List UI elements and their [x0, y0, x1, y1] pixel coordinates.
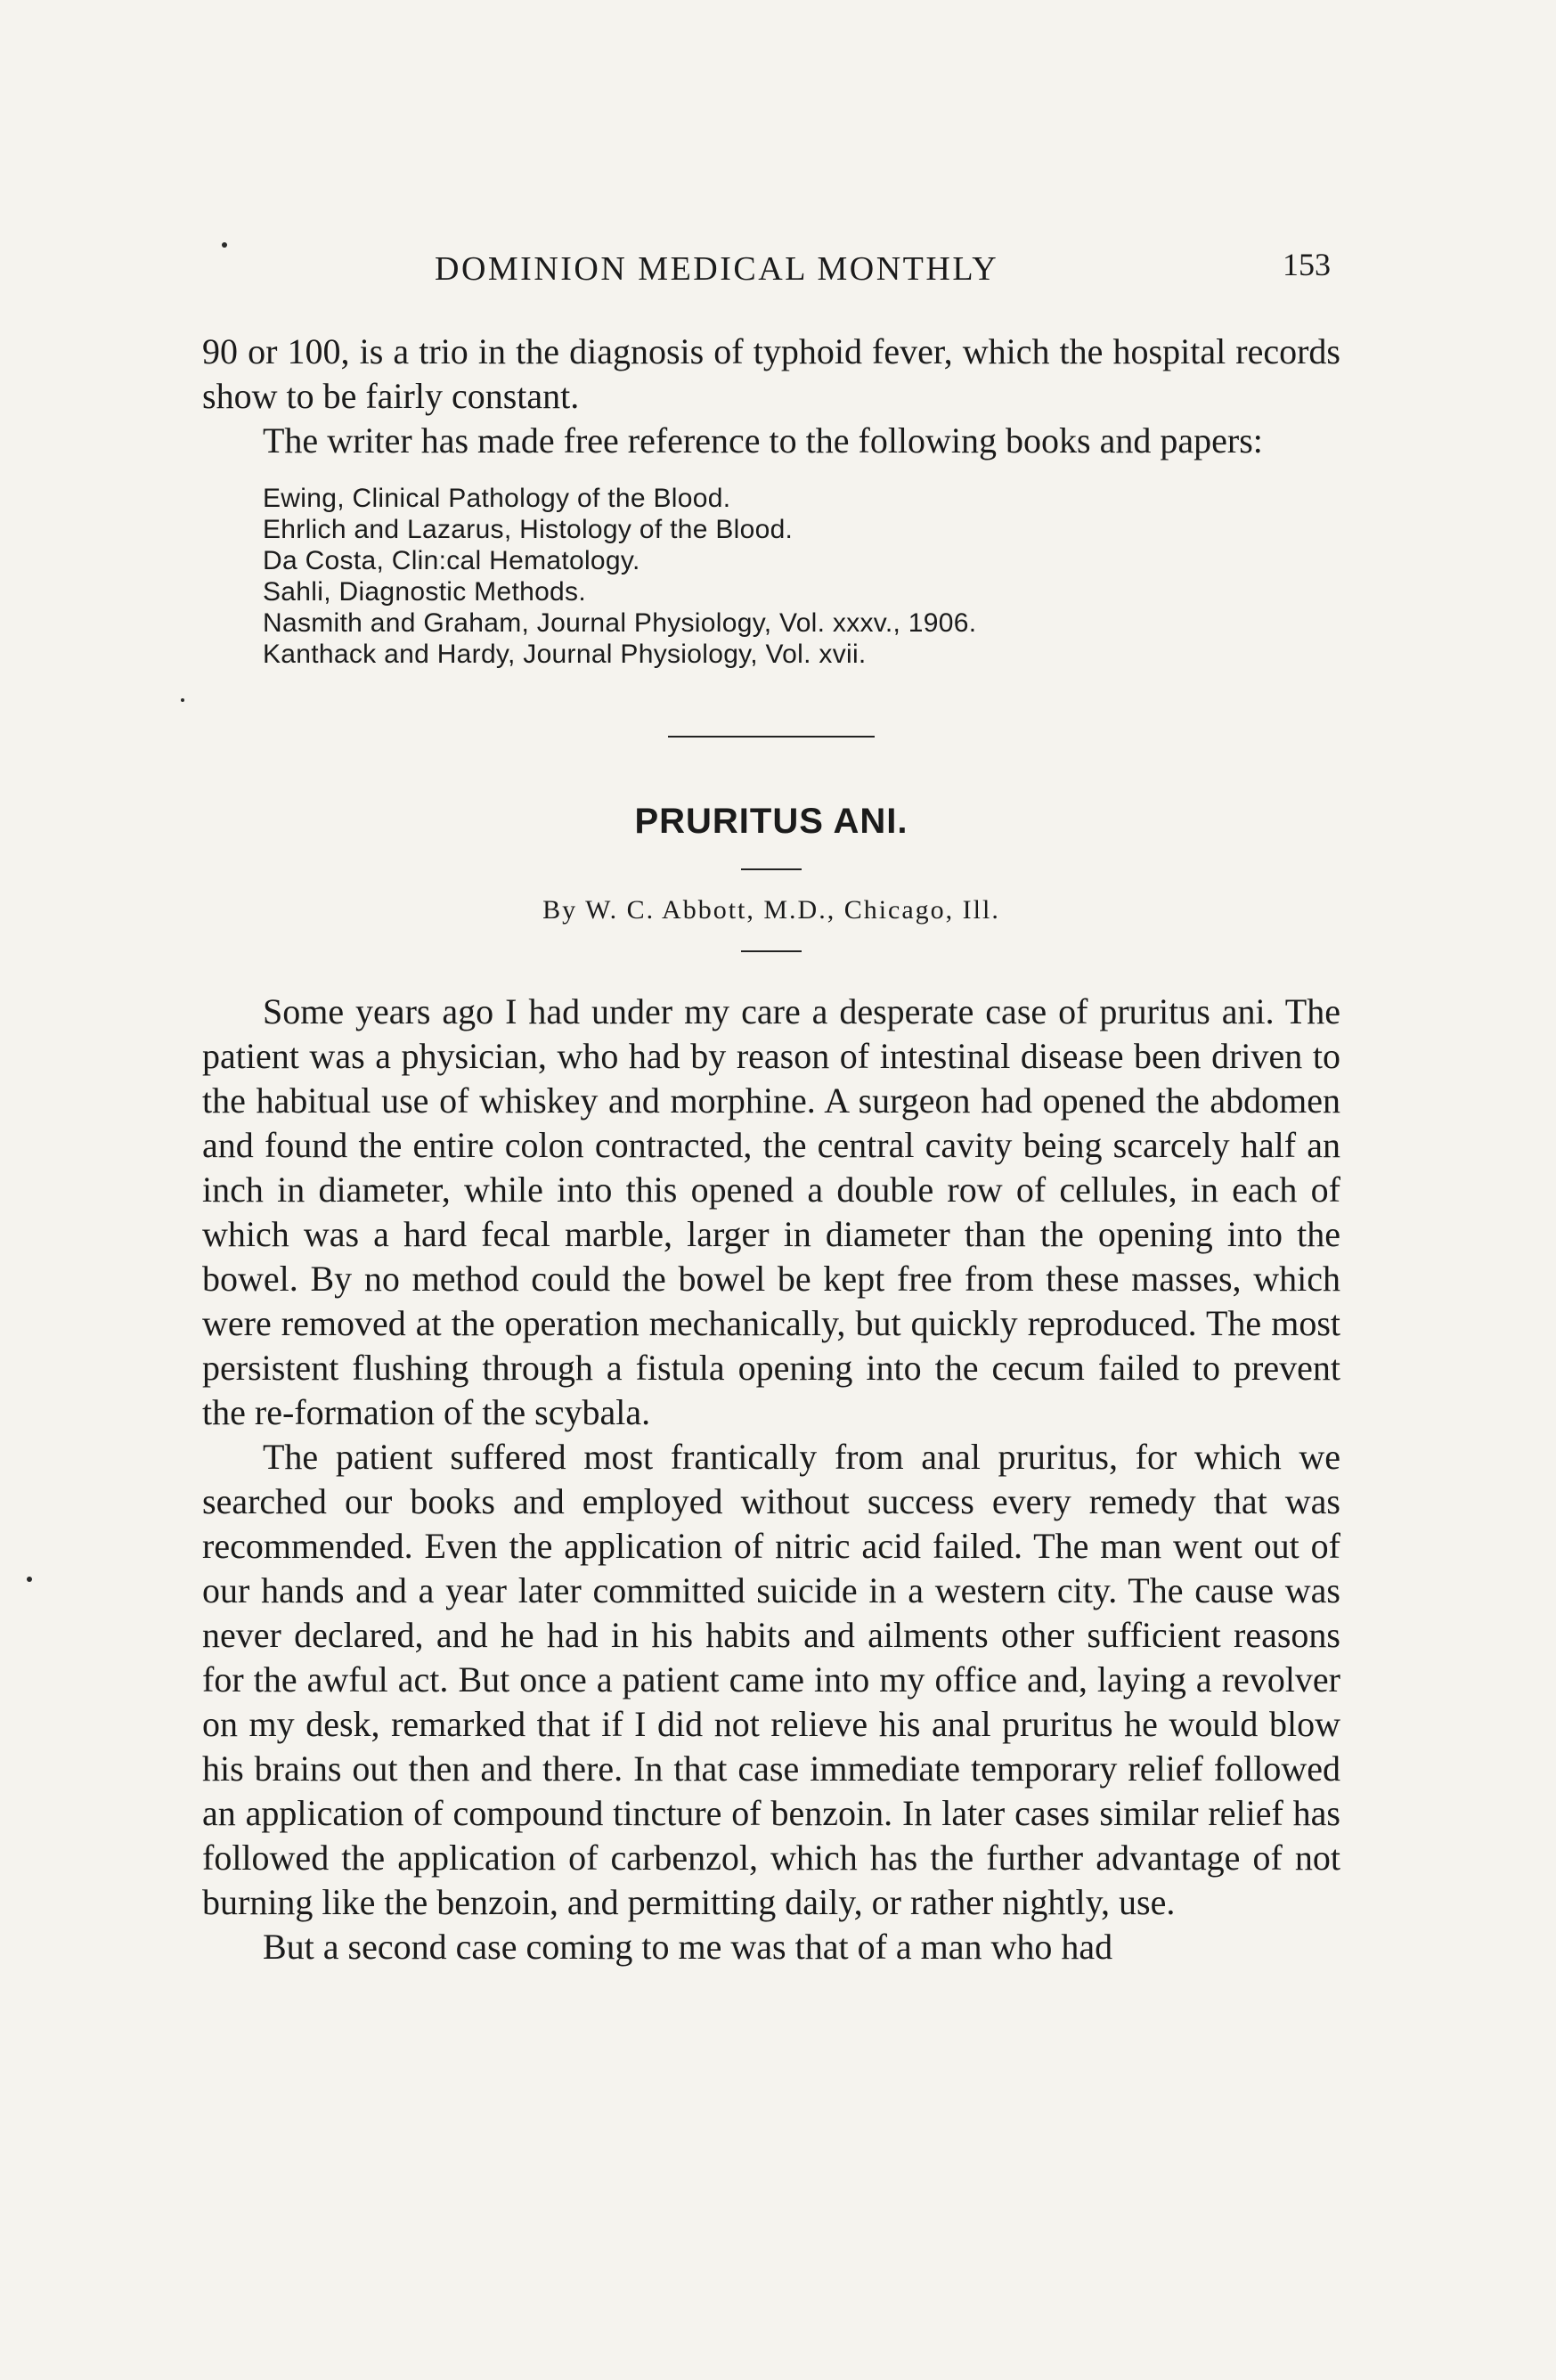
ink-speck — [27, 1577, 32, 1582]
title-rule — [741, 868, 802, 870]
reference-item: Ehrlich and Lazarus, Histology of the Blood. — [263, 515, 794, 544]
text-block — [202, 330, 1340, 1969]
reference-item: Nasmith and Graham, Journal Physiology, Vol. xxxv., 1906. — [263, 608, 977, 638]
body-paragraph: But a second case coming to me was that of a man who had — [263, 1927, 1113, 1967]
page-number: 153 — [1283, 247, 1331, 282]
author-byline: By W. C. Abbott, M.D., Chicago, Ill. — [542, 895, 1000, 925]
reference-item: Kanthack and Hardy, Journal Physiology, Vol. xvii. — [263, 640, 867, 669]
ink-speck — [181, 698, 184, 702]
continued-paragraph: 90 or 100, is a trio in the diagnosis of typhoid fever, which the hospital records show to be fairly constant. — [202, 331, 1340, 416]
references-intro: The writer has made free reference to the following books and papers: — [263, 420, 1263, 461]
body-paragraph: Some years ago I had under my care a desperate case of pruritus ani. The patient was a physician, who had by reason of intestinal disease been driven to the habitual use of whiskey and morphine. A surgeon had opened the abdomen and found the entire colon contracted, the central cavity being scarcely half an inch in diameter, while into this opened a double row of cellules, in each of which was a hard fecal marble, larger in diameter than the opening into the bowel. By no method could the bowel be kept free from these masses, which were removed at the operation mechanically, but quickly reproduced. The most persistent flushing through a fistula opening into the cecum failed to prevent the re-formation of the scybala. — [202, 991, 1340, 1432]
article-title: PRURITUS ANI. — [634, 802, 908, 841]
ink-speck — [222, 242, 227, 248]
body-paragraph: The patient suffered most frantically from anal pruritus, for which we searched our books and employed without success every remedy that was recommended. Even the application of nitric acid failed. The man went out of our hands and a year later committed suicide in a western city. The cause was never declared, and he had in his habits and ailments other sufficient reasons for the awful act. But once a patient came into my office and, laying a revolver on my desk, remarked that if I did not relieve his anal pruritus he would blow his brains out then and there. In that case immediate temporary relief followed an application of compound tincture of benzoin. In later cases similar relief has followed the application of carbenzol, which has the further advantage of not burning like the benzoin, and permitting daily, or rather nightly, use. — [202, 1437, 1340, 1922]
reference-item: Sahli, Diagnostic Methods. — [263, 577, 586, 607]
reference-item: Da Costa, Clin:cal Hematology. — [263, 546, 640, 575]
section-divider — [668, 736, 875, 738]
byline-rule — [741, 950, 802, 952]
running-head — [404, 249, 1331, 303]
article-body — [202, 990, 1340, 1969]
reference-list — [263, 483, 1340, 670]
running-title: DOMINION MEDICAL MONTHLY — [435, 250, 999, 288]
reference-item: Ewing, Clinical Pathology of the Blood. — [263, 484, 731, 513]
